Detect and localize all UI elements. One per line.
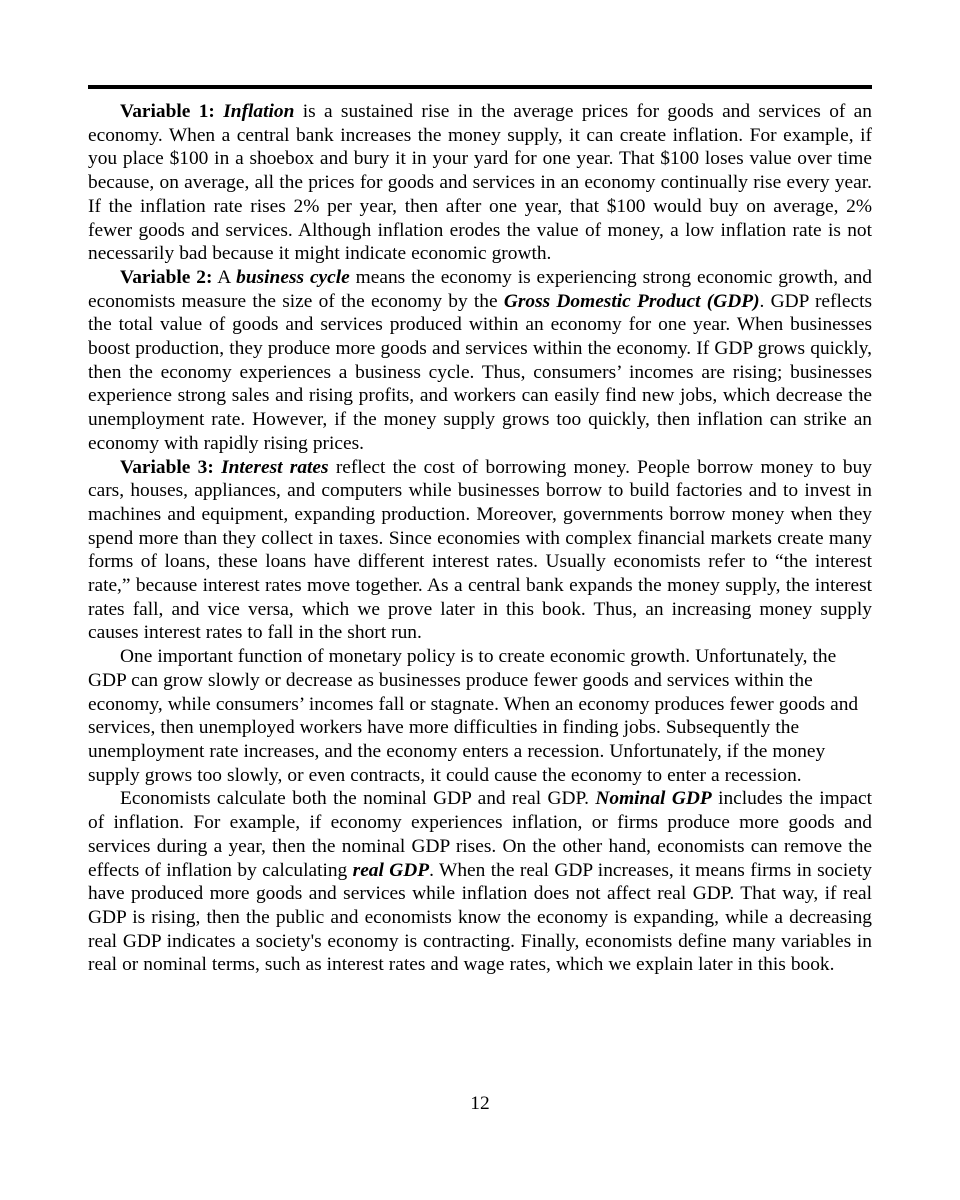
term-real-gdp: real GDP (352, 859, 430, 881)
term-gross-domestic-product: Gross Domestic Product (GDP) (503, 290, 760, 312)
variable-3-body: reflect the cost of borrowing money. People borrow money to buy cars, houses, appliances, and computers while businesses borrow to build factories and to invest in machines and equipment, expanding production. Moreover, governments borrow money when they spend more than they collect in taxes. Since economies with complex financial markets create many forms of loans, these loans have different interest rates. Usually economists refer to “the interest rate,” because interest rates move together. As a central bank expands the money supply, the interest rates fall, and vice versa, which we prove later in this book. Thus, an increasing money supply causes interest rates to fall in the short run. (88, 456, 872, 644)
spacer (215, 101, 223, 122)
variable-1-body: is a sustained rise in the average prices for goods and services of an economy. When a central bank increases the money supply, it can create inflation. For example, if you place $100 in a shoebox and bury it in your yard for one year. That $100 loses value over time because, on average, all the prices for goods and services in an economy continually rise every year. If the inflation rate rises 2% per year, then after one year, that $100 would buy on average, 2% fewer goods and services. Although inflation erodes the value of money, a low inflation rate is not necessarily bad because it might indicate economic growth. (88, 101, 872, 265)
paragraph-monetary-policy-recession (88, 645, 872, 787)
spacer (214, 457, 221, 478)
paragraph-nominal-vs-real-gdp (88, 787, 872, 977)
variable-1-label: Variable 1: (120, 101, 215, 122)
monetary-policy-body: One important function of monetary policy is to create economic growth. Unfortunately, the GDP can grow slowly or decrease as businesses produce fewer goods and services within the economy, while consumers’ incomes fall or stagnate. When an economy produces fewer goods and services, then unemployed workers have more difficulties in finding jobs. Subsequently the unemployment rate increases, and the economy enters a recession. Unfortunately, if the money supply grows too slowly, or even contracts, it could cause the economy to enter a recession. (88, 646, 859, 786)
page-number: 12 (470, 1093, 490, 1114)
variable-2-body-part-1: means the economy is experiencing strong economic growth, and economists measure the size of the economy by the (88, 266, 872, 312)
paragraph-variable-1-inflation (88, 100, 872, 266)
variable-2-label: Variable 2: (120, 266, 213, 288)
nominal-gdp-body-part-3: . When the real GDP increases, it means firms in society have produced more goods and services while inflation does not affect real GDP. That way, if real GDP is rising, then the public and economists know the economy is expanding, while a decreasing real GDP indicates a society's economy is contracting. Finally, economists define many variables in real or nominal terms, such as interest rates and wage rates, which we explain later in this book. (88, 859, 872, 976)
nominal-gdp-body-part-2: includes the impact of inflation. For example, if economy experiences inflation, or firms produce more goods and services during a year, then the nominal GDP rises. On the other hand, economists can remove the effects of inflation by calculating (88, 788, 872, 881)
paragraph-variable-3-interest-rates (88, 456, 872, 646)
term-interest-rates: Interest rates (221, 456, 329, 478)
variable-3-label: Variable 3: (120, 456, 214, 478)
term-inflation: Inflation (223, 101, 295, 122)
variable-2-lead: A (212, 266, 237, 288)
header-rule (88, 85, 872, 89)
page-body (88, 100, 872, 977)
term-nominal-gdp: Nominal GDP (595, 788, 712, 810)
paragraph-variable-2-business-cycle (88, 266, 872, 456)
nominal-gdp-body-part-1: Economists calculate both the nominal GDP and real GDP. (120, 788, 596, 810)
term-business-cycle: business cycle (236, 266, 350, 288)
variable-2-body-part-2: . GDP reflects the total value of goods and services produced within an economy for one year. When businesses boost production, they produce more goods and services within the economy. If GDP grows quickly, then the economy experiences a business cycle. Thus, consumers’ incomes are rising; businesses experience strong sales and rising profits, and workers can easily find new jobs, which decrease the unemployment rate. However, if the money supply grows too quickly, then inflation can strike an economy with rapidly rising prices. (88, 290, 872, 454)
